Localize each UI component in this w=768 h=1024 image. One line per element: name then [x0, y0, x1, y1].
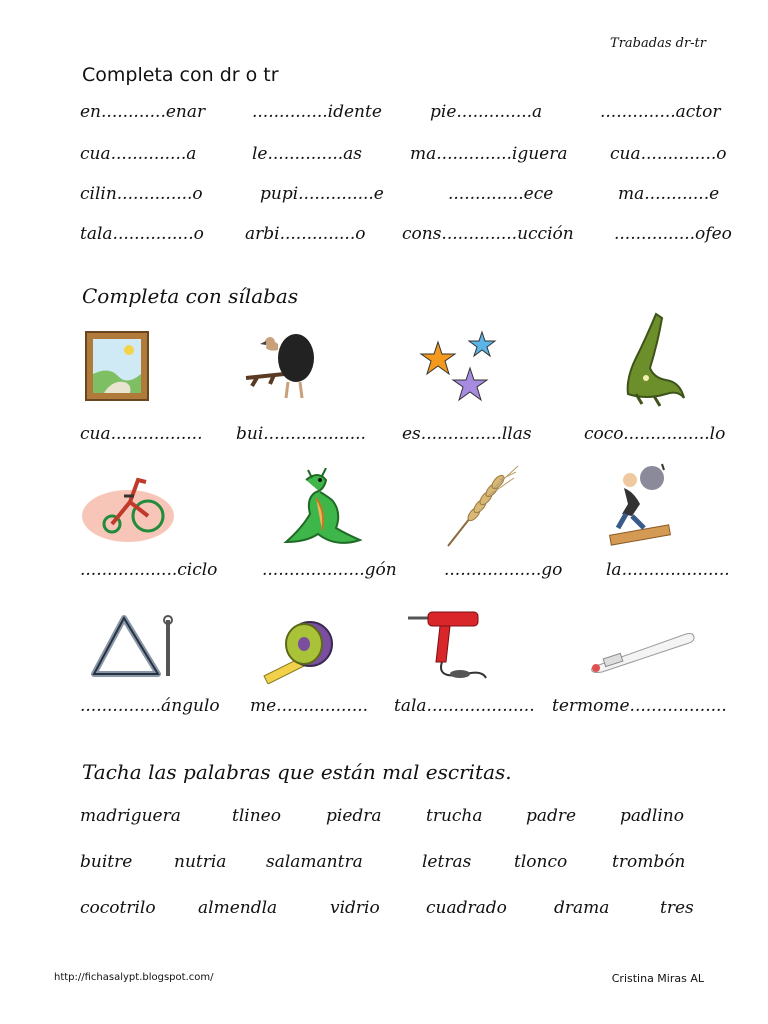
word: tres [660, 898, 694, 918]
word: tlineo [232, 806, 281, 826]
fill-word: pupi..............e [260, 184, 384, 204]
wheat-icon [444, 462, 520, 548]
fill-word: pie..............a [430, 102, 543, 122]
section1-title: Completa con dr o tr [82, 64, 279, 86]
footer-url: http://fichasalypt.blogspot.com/ [54, 972, 214, 983]
word: letras [422, 852, 472, 872]
fill-word: ...............ofeo [614, 224, 732, 244]
fill-word: cua..............a [80, 144, 197, 164]
fill-word: cua..............o [610, 144, 727, 164]
word: drama [554, 898, 610, 918]
word: nutria [174, 852, 227, 872]
dragon-icon [276, 468, 362, 552]
section3-title: Tacha las palabras que están mal escritas. [82, 760, 512, 784]
word: padre [526, 806, 577, 826]
fill-word: ..............ece [448, 184, 554, 204]
tricycle-icon [80, 474, 176, 546]
syllable-word: me................. [250, 696, 369, 716]
fill-word: ..............actor [600, 102, 721, 122]
fill-word: cons..............ucción [402, 224, 574, 244]
word: trucha [426, 806, 483, 826]
fill-word: ma..............iguera [410, 144, 568, 164]
word: cocotrilo [80, 898, 156, 918]
section2-title: Completa con sílabas [82, 284, 299, 308]
word: piedra [326, 806, 382, 826]
fill-word: ..............idente [252, 102, 382, 122]
syllable-word: la.................... [606, 560, 730, 580]
word: cuadrado [426, 898, 507, 918]
word: tlonco [514, 852, 568, 872]
word: almendla [198, 898, 278, 918]
crocodile-icon [606, 308, 688, 408]
syllable-word: ..................go [444, 560, 563, 580]
vulture-icon [244, 326, 324, 406]
framed-picture-icon [84, 330, 154, 404]
fill-word: le..............as [252, 144, 363, 164]
footer-author: Cristina Miras AL [611, 972, 704, 985]
word: salamantra [266, 852, 363, 872]
fill-word: en............enar [80, 102, 206, 122]
fill-word: cilin..............o [80, 184, 203, 204]
worksheet-topic: Trabadas dr-tr [610, 36, 706, 51]
syllable-word: tala.................... [394, 696, 535, 716]
word: madriguera [80, 806, 181, 826]
syllable-word: es...............llas [402, 424, 532, 444]
syllable-word: bui................... [236, 424, 366, 444]
syllable-word: ...............ángulo [80, 696, 220, 716]
fill-word: arbi..............o [245, 224, 366, 244]
syllable-word: ..................ciclo [80, 560, 218, 580]
word: padlino [620, 806, 684, 826]
syllable-word: ...................gón [262, 560, 397, 580]
tape-measure-icon [260, 614, 342, 684]
syllable-word: termome.................. [552, 696, 727, 716]
stars-icon [418, 328, 500, 404]
triangle-instrument-icon [88, 612, 180, 680]
word: vidrio [330, 898, 380, 918]
syllable-word: cua................. [80, 424, 203, 444]
thermometer-icon [586, 626, 698, 674]
word: buitre [80, 852, 133, 872]
syllable-word: coco................lo [584, 424, 726, 444]
thief-icon [604, 460, 676, 548]
fill-word: tala...............o [80, 224, 204, 244]
fill-word: ma............e [618, 184, 720, 204]
drill-icon [406, 608, 488, 682]
word: trombón [612, 852, 686, 872]
